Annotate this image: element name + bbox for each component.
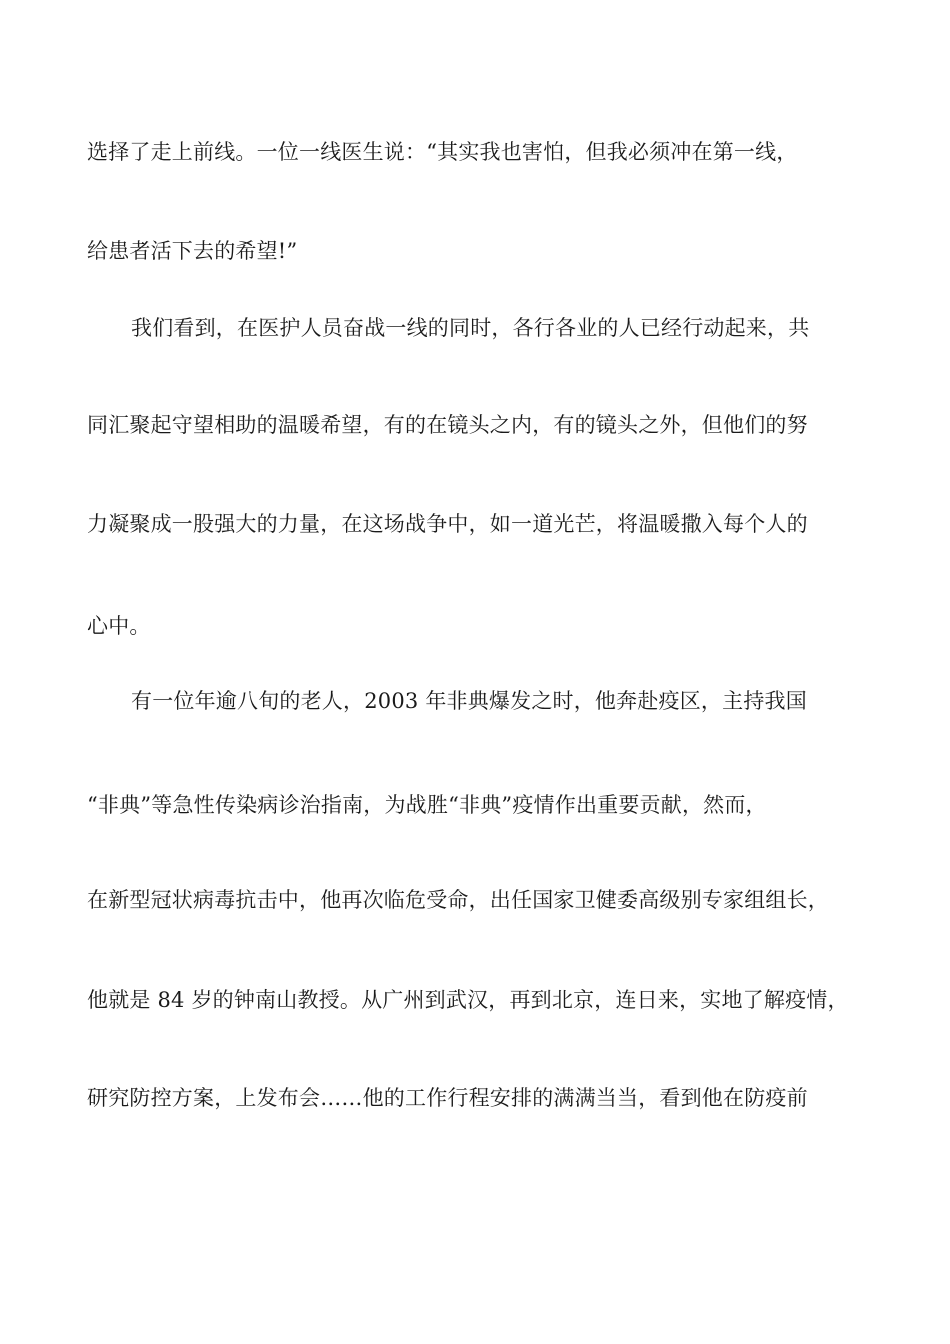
text-line-9: 在新型冠状病毒抗击中，他再次临危受命，出任国家卫健委高级别专家组组长， xyxy=(87,888,829,912)
paragraph-start-line-3: 我们看到，在医护人员奋战一线的同时，各行各业的人已经行动起来，共 xyxy=(131,316,810,340)
text-line-4: 同汇聚起守望相助的温暖希望，有的在镜头之内，有的镜头之外，但他们的努 xyxy=(87,413,808,437)
text-line-2: 给患者活下去的希望!” xyxy=(87,239,298,263)
paragraph-start-line-7: 有一位年逾八旬的老人，2003 年非典爆发之时，他奔赴疫区，主持我国 xyxy=(131,689,807,713)
text-line-8: “非典”等急性传染病诊治指南，为战胜“非典”疫情作出重要贡献，然而， xyxy=(87,793,767,817)
text-line-1: 选择了走上前线。一位一线医生说：“其实我也害怕，但我必须冲在第一线， xyxy=(87,140,798,164)
text-line-11: 研究防控方案，上发布会……他的工作行程安排的满满当当，看到他在防疫前 xyxy=(87,1086,808,1110)
text-line-5: 力凝聚成一股强大的力量，在这场战争中，如一道光芒，将温暖撒入每个人的 xyxy=(87,512,808,536)
text-line-10: 他就是 84 岁的钟南山教授。从广州到武汉，再到北京，连日来，实地了解疫情， xyxy=(87,988,849,1012)
text-line-6: 心中。 xyxy=(87,614,151,638)
